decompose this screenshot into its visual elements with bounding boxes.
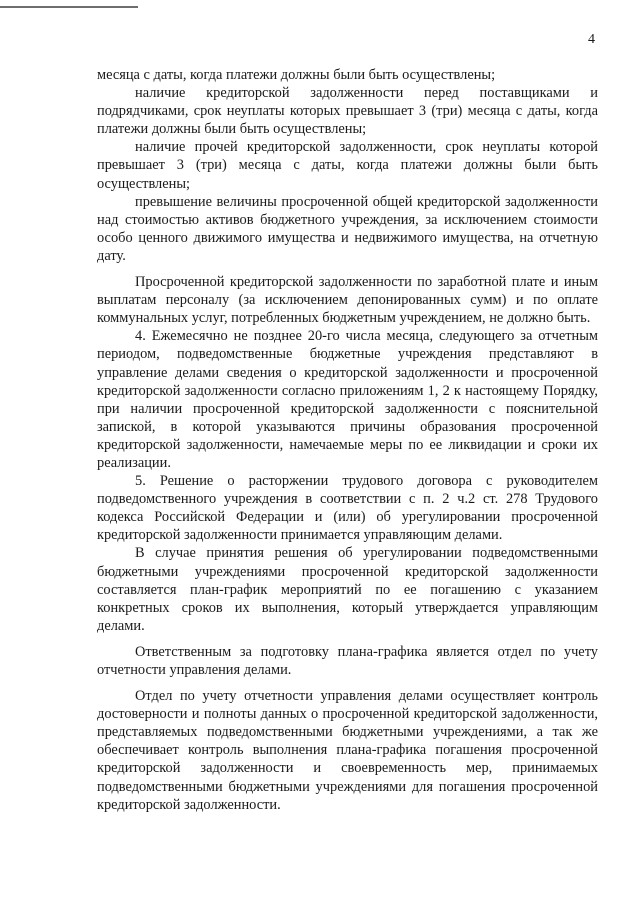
document-body — [97, 66, 598, 814]
paragraph-responsible-dept: Ответственным за подготовку плана-графика является отдел по учету отчетности управления делами. — [97, 643, 598, 678]
paragraph-gap — [97, 635, 598, 643]
paragraph-control: Отдел по учету отчетности управления делами осуществляет контроль достоверности и полноты данных о просроченной кредиторской задолженности, представляемых подведомственными бюджетными учреждениями, а так же обеспечивает контроль выполнения плана-графика погашения просроченной кредиторской задолженности и своевременность мер, принимаемых подведомственными бюджетными учреждениями для погашения просроченной кредиторской задолженности. — [97, 688, 598, 813]
paragraph-gap — [97, 265, 598, 273]
paragraph-other-debt: наличие прочей кредиторской задолженности, срок неуплаты которой превышает 3 (три) месяца с даты, когда платежи должны были быть осуществлены; — [97, 139, 598, 192]
paragraph-salary-debt: Просроченной кредиторской задолженности по заработной плате и иным выплатам персоналу (за исключением депонированных сумм) и по оплате коммунальных услуг, потребленных бюджетным учреждением, не должно быть. — [97, 274, 598, 327]
paragraph-settlement-plan: В случае принятия решения об урегулировании подведомственными бюджетными учреждениями просроченной кредиторской задолженности составляется план-график мероприятий по ее погашению с указанием конкретных сроков их выполнения, который утверждается управляющим делами. — [97, 545, 598, 634]
scan-edge-line — [0, 6, 138, 8]
paragraph-item-4: 4. Ежемесячно не позднее 20-го числа месяца, следующего за отчетным периодом, подведомственные бюджетные учреждения представляют в управление делами сведения о кредиторской задолженности и просроченной кредиторской задолженности согласно приложениям 1, 2 к настоящему Порядку, при наличии просроченной кредиторской задолженности с пояснительной запиской, в которой указываются причины образования просроченной кредиторской задолженности, намечаемые меры по ее ликвидации и сроки их реализации. — [97, 328, 598, 471]
paragraph-excess-debt: превышение величины просроченной общей кредиторской задолженности над стоимостью активов бюджетного учреждения, за исключением стоимости особо ценного движимого имущества и недвижимого имущества, на отчетную дату. — [97, 193, 598, 264]
paragraph-item-5: 5. Решение о расторжении трудового договора с руководителем подведомственного учреждения в соответствии с п. 2 ч.2 ст. 278 Трудового кодекса Российской Федерации и (или) об урегулировании просроченной кредиторской задолженности принимается управляющим делами. — [97, 473, 598, 544]
paragraph-suppliers-debt: наличие кредиторской задолженности перед поставщиками и подрядчиками, срок неуплаты которых превышает 3 (три) месяца с даты, когда платежи должны были быть осуществлены; — [97, 85, 598, 138]
paragraph-gap — [97, 679, 598, 687]
paragraph-continuation: месяца с даты, когда платежи должны были быть осуществлены; — [97, 67, 496, 83]
page-number: 4 — [588, 32, 595, 47]
